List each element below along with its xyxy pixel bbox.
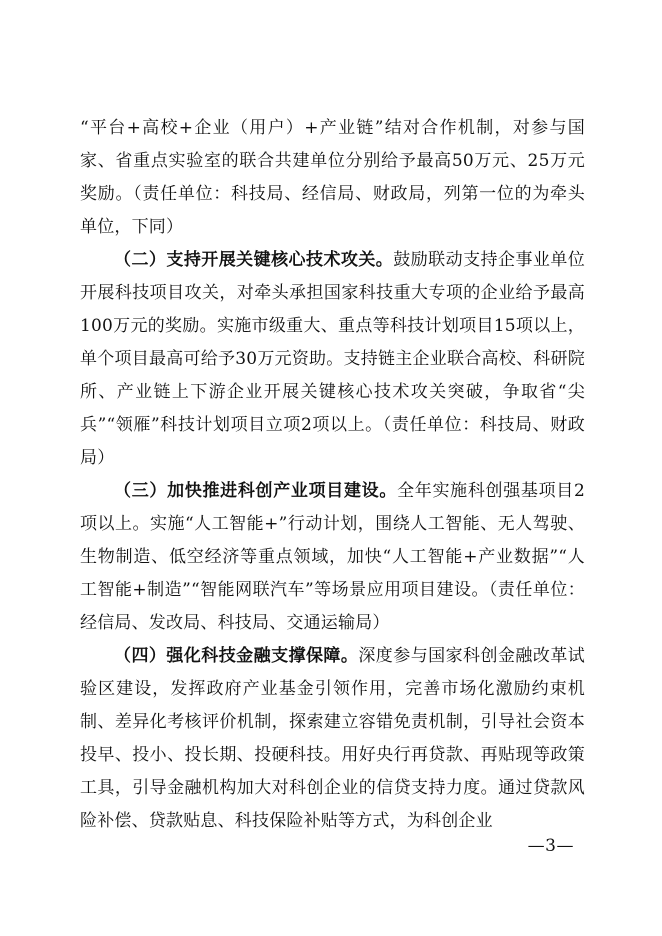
body-text	[80, 112, 585, 838]
section-heading: （四）强化科技金融支撑保障。	[114, 646, 359, 666]
paragraph-body: “平台+高校+企业（用户）+产业链”结对合作机制，对参与国家、省重点实验室的联合共建单位分别给予最高50万元、25万元奖励。（责任单位：科技局、经信局、财政局，列第一位的为牵头单位，下同）	[80, 118, 585, 237]
paragraph-body: 鼓励联动支持企事业单位开展科技项目攻关，对牵头承担国家科技重大专项的企业给予最高100万元的奖励。实施市级重大、重点等科技计划项目15项以上，单个项目最高可给予30万元资助。支持链主企业联合高校、科研院所、产业链上下游企业开展关键核心技术攻关突破，争取省“尖兵”“领雁”科技计划项目立项2项以上。（责任单位：科技局、财政局）	[80, 250, 586, 468]
section-heading: （二）支持开展关键核心技术攻关。	[114, 250, 394, 270]
paragraph-section-3	[80, 475, 585, 640]
paragraph-body: 全年实施科创强基项目2项以上。实施“人工智能+”行动计划，围绕人工智能、无人驾驶、生物制造、低空经济等重点领域，加快“人工智能+产业数据”“人工智能+制造”“智能网联汽车”等场景应用项目建设。（责任单位：经信局、发改局、科技局、交通运输局）	[80, 481, 586, 633]
section-heading: （三）加快推进科创产业项目建设。	[114, 481, 398, 501]
paragraph-section-4	[80, 640, 585, 838]
paragraph-section-2	[80, 244, 585, 475]
page-number: —3—	[527, 836, 574, 856]
paragraph-body: 深度参与国家科创金融改革试验区建设，发挥政府产业基金引领作用，完善市场化激励约束机制、差异化考核评价机制，探索建立容错免责机制，引导社会资本投早、投小、投长期、投硬科技。用好央行再贷款、再贴现等政策工具，引导金融机构加大对科创企业的信贷支持力度。通过贷款风险补偿、贷款贴息、科技保险补贴等方式，为科创企业	[80, 646, 585, 831]
paragraph-continuation	[80, 112, 585, 244]
